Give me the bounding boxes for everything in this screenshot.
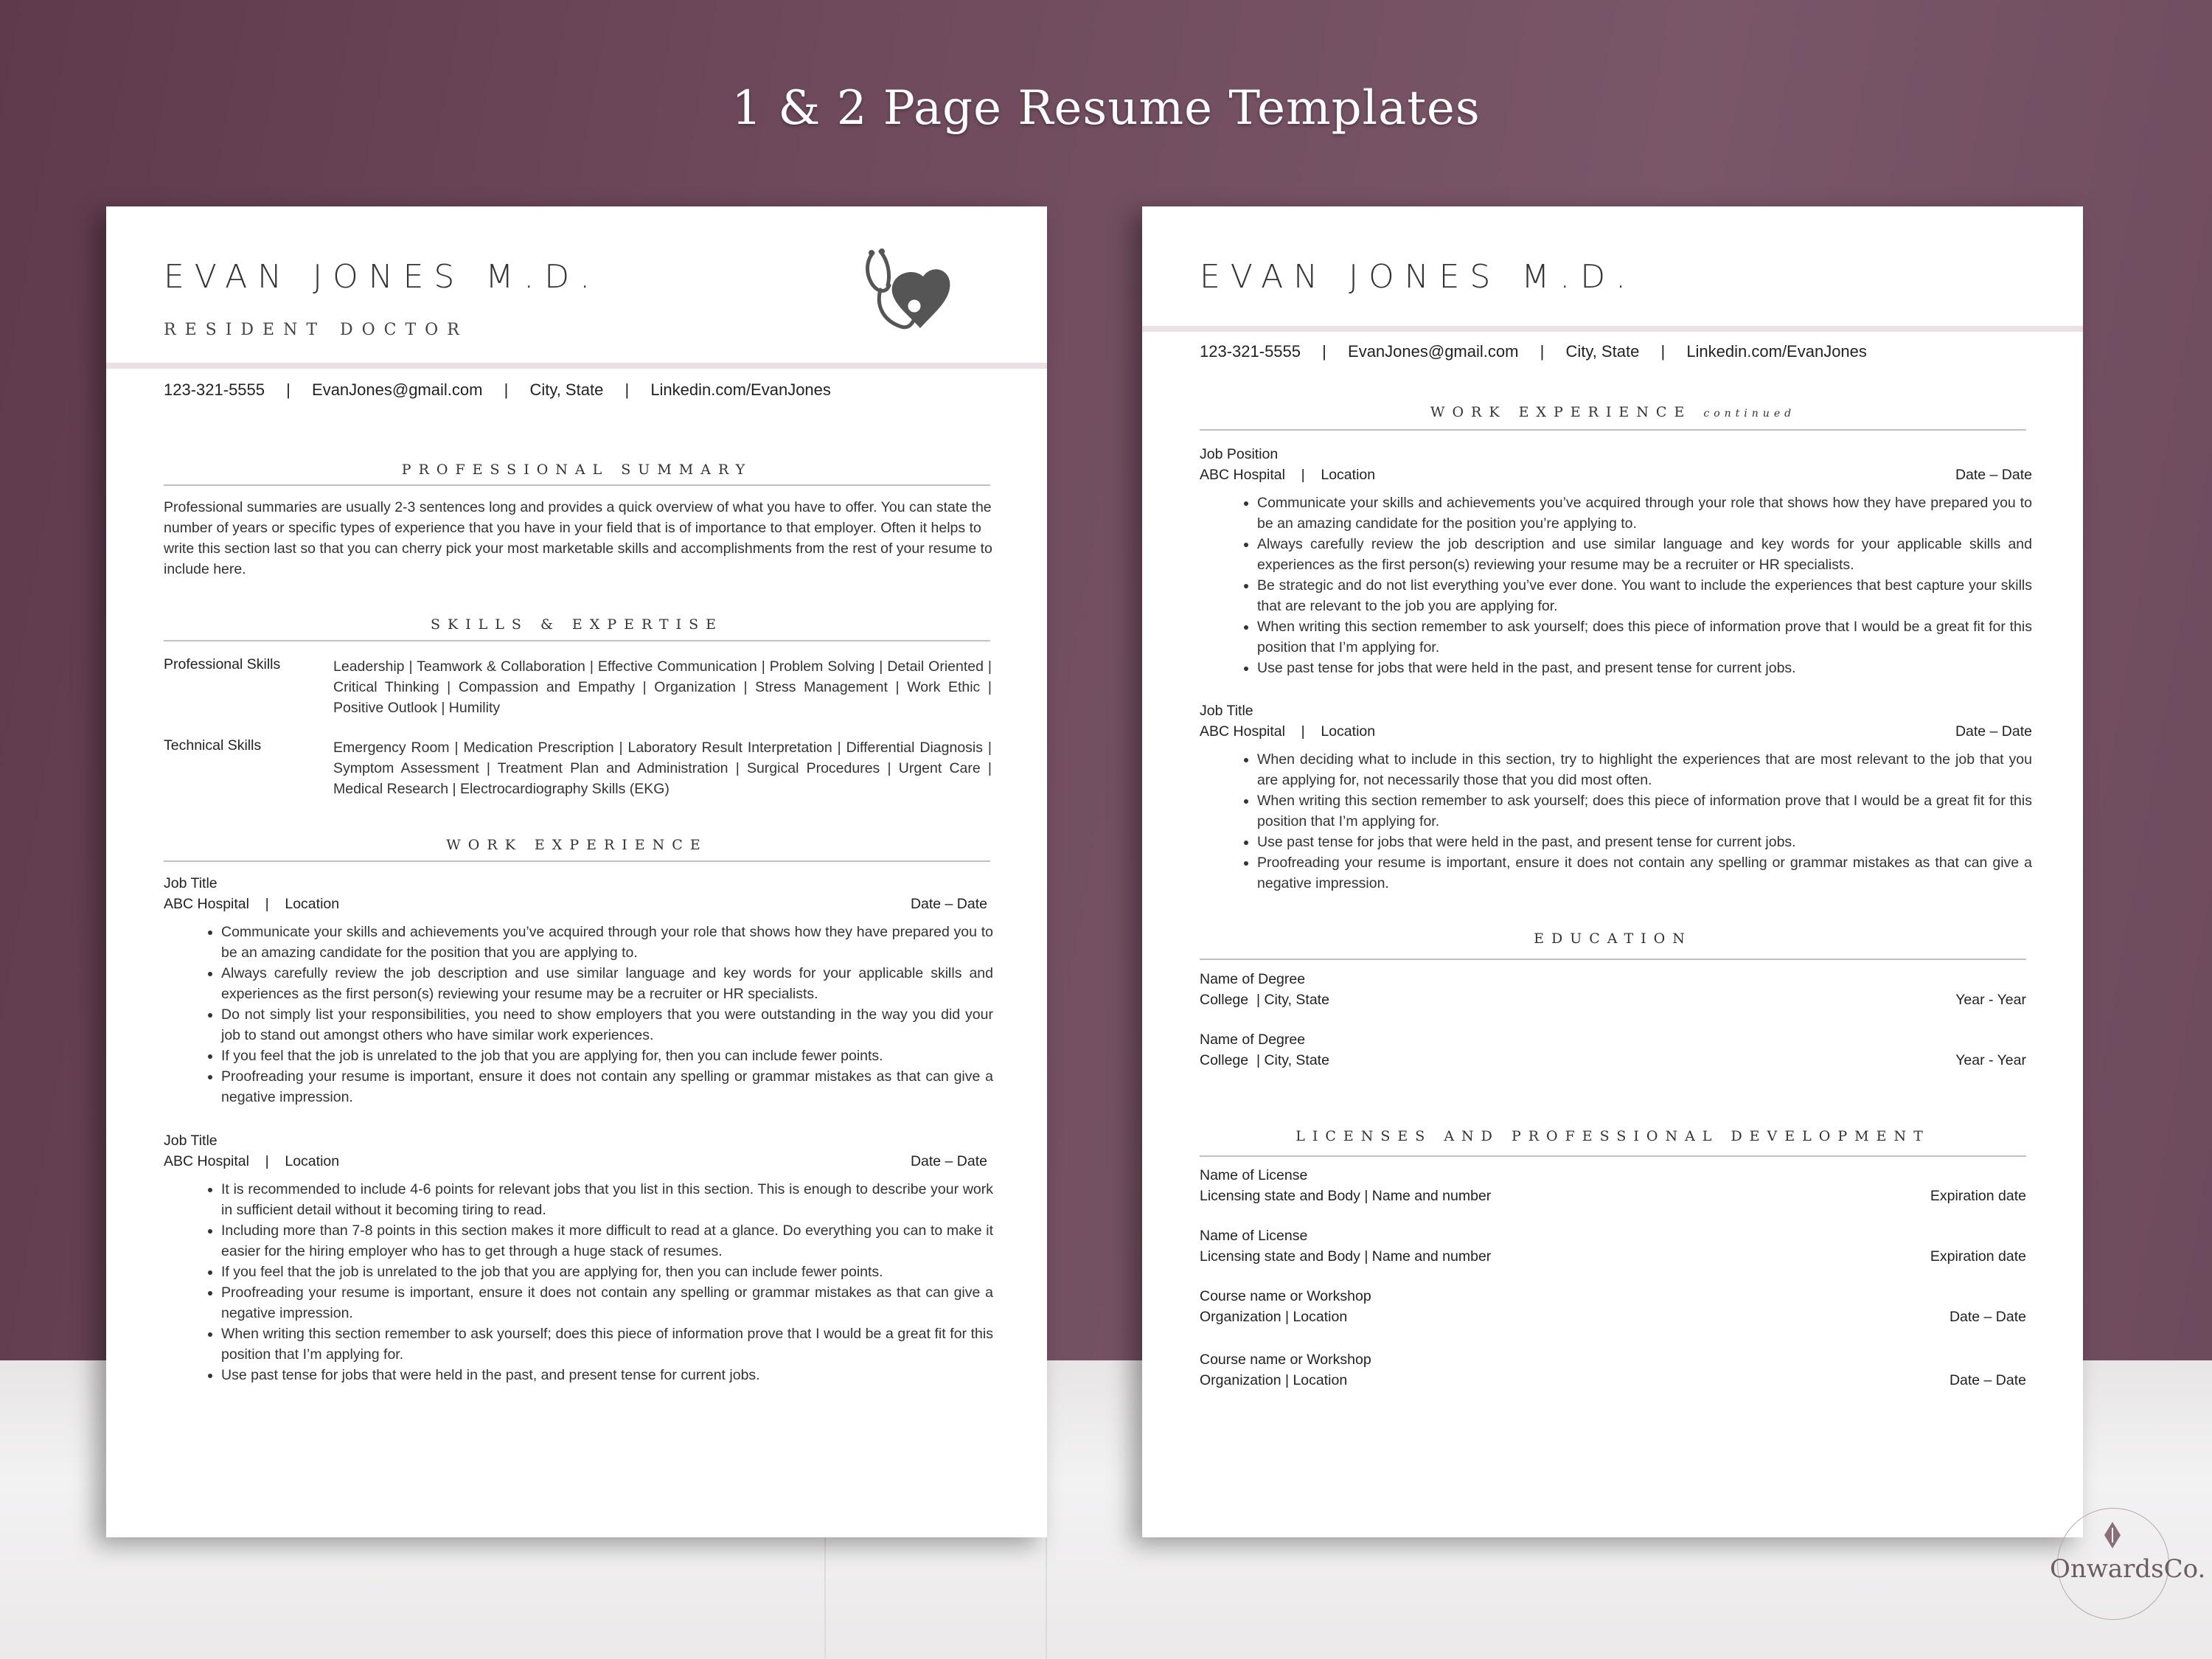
section-rule	[1200, 429, 2026, 431]
bullet-item: • Be strategic and do not list everything you’ve ever done. You want to include the experiences that best capture your skills that are relevant to the job you are applying for.	[1257, 575, 2032, 616]
degree-name: Name of Degree	[1200, 1032, 1306, 1048]
job-entry	[1200, 700, 2032, 894]
email-link[interactable]: EvanJones@gmail.com	[312, 380, 483, 399]
job-entry	[164, 873, 993, 1107]
college-location: College | City, State	[1200, 992, 1329, 1008]
license-detail: Licensing state and Body | Name and number	[1200, 1248, 1492, 1265]
course-entry	[1200, 1286, 2026, 1327]
bullet-item: • Communicate your skills and achievements you’ve acquired through your role that shows how they have prepared you to be an amazing candidate for the position you’re applying to.	[1257, 493, 2032, 534]
job-date: Date – Date	[910, 1153, 987, 1169]
job-title: Job Title	[1200, 703, 1253, 719]
bullet-item: • When writing this section remember to ask yourself; does this piece of information prove that I would be a great fit for this position that I’m applying for.	[221, 1324, 993, 1365]
location-text: City, State	[1565, 342, 1640, 361]
bullet-item: • If you feel that the job is unrelated to the job that you are applying for, then you can include fewer points.	[221, 1046, 993, 1066]
technical-skills-label: Technical Skills	[164, 737, 262, 754]
course-date: Date – Date	[1949, 1372, 2026, 1388]
work-title: WORK EXPERIENCE	[1430, 404, 1692, 420]
college-location: College | City, State	[1200, 1052, 1329, 1068]
bullet-item: • Proofreading your resume is important, ensure it does not contain any spelling or grammar mistakes as that can give a negative impression.	[221, 1066, 993, 1107]
section-rule	[164, 484, 990, 486]
resume-page-2	[1142, 206, 2083, 1537]
summary-text: Professional summaries are usually 2-3 sentences long and provides a quick overview of what you have to offer. You can state the number of years or specific types of experience that you have in your field that is of importance to that employer. Often it helps to write this section last so that you can cherry pick your most marketable skills and accomplishments from the rest of your resume to include here.	[164, 499, 992, 577]
header-rule	[106, 363, 1047, 369]
linkedin-link[interactable]: Linkedin.com/EvanJones	[1686, 342, 1867, 361]
bullet-item: • It is recommended to include 4-6 points for relevant jobs that you list in this section. This is enough to describe your work in sufficient detail without it becoming tiring to read.	[221, 1179, 993, 1220]
education-entry	[1200, 969, 2026, 1010]
location-text: City, State	[529, 380, 604, 399]
job-title: Job Title	[164, 1133, 218, 1149]
license-date: Expiration date	[1930, 1248, 2026, 1265]
course-detail: Organization | Location	[1200, 1372, 1348, 1388]
course-entry	[1200, 1349, 2026, 1391]
job-bullets	[164, 1179, 993, 1385]
brand-logo-text: OnwardsCo.	[2050, 1554, 2206, 1584]
bullet-item: • Including more than 7-8 points in this section makes it more difficult to read at a glance. Do everything you can to make it easier for the hiring employer who has to get through a huge stack of resumes.	[221, 1220, 993, 1262]
section-rule	[164, 860, 990, 862]
bullet-item: • When writing this section remember to ask yourself; does this piece of information prove that I would be a great fit for this position that I’m applying for.	[1257, 790, 2032, 832]
job-date: Date – Date	[910, 896, 987, 912]
section-rule	[164, 640, 990, 641]
pen-nib-icon	[2103, 1520, 2122, 1550]
license-name: Name of License	[1200, 1228, 1308, 1244]
phone-text: 123-321-5555	[164, 380, 265, 399]
linkedin-link[interactable]: Linkedin.com/EvanJones	[650, 380, 831, 399]
job-bullets	[1200, 749, 2032, 894]
job-org: ABC Hospital | Location	[1200, 723, 1376, 740]
education-dates: Year - Year	[1955, 1052, 2026, 1068]
license-date: Expiration date	[1930, 1188, 2026, 1204]
skills-title: SKILLS & EXPERTISE	[430, 616, 724, 633]
work-title: WORK EXPERIENCE	[446, 837, 708, 853]
job-entry	[1200, 444, 2032, 678]
bullet-item: • Proofreading your resume is important, ensure it does not contain any spelling or grammar mistakes as that can give a negative impression.	[1257, 852, 2032, 894]
bullet-item: • If you feel that the job is unrelated to the job that you are applying for, then you can include fewer points.	[221, 1262, 993, 1282]
course-name: Course name or Workshop	[1200, 1352, 1371, 1368]
job-entry	[164, 1130, 993, 1385]
course-detail: Organization | Location	[1200, 1309, 1348, 1325]
email-link[interactable]: EvanJones@gmail.com	[1348, 342, 1519, 361]
license-detail: Licensing state and Body | Name and number	[1200, 1188, 1492, 1204]
job-title: Job Title	[164, 875, 218, 891]
job-org: ABC Hospital | Location	[1200, 467, 1376, 483]
section-rule	[1200, 1155, 2026, 1157]
education-entry	[1200, 1029, 2026, 1071]
stethoscope-heart-icon	[858, 247, 954, 343]
job-bullets	[1200, 493, 2032, 678]
job-org: ABC Hospital | Location	[164, 896, 340, 912]
bullet-item: • Always carefully review the job description and use similar language and key words for your applicable skills and experiences as the first person(s) reviewing your resume may be a recruiter or HR specialists.	[221, 963, 993, 1004]
professional-skills-label: Professional Skills	[164, 656, 281, 672]
bullet-item: • When writing this section remember to ask yourself; does this piece of information prove that I would be a great fit for this position that I’m applying for.	[1257, 616, 2032, 658]
contact-line: 123-321-5555 | EvanJones@gmail.com | City, State | Linkedin.com/EvanJones	[164, 380, 831, 399]
course-date: Date – Date	[1949, 1309, 2026, 1325]
resume-page-1	[106, 206, 1047, 1537]
resume-name: EVAN JONES M.D.	[1200, 258, 1637, 296]
section-rule	[1200, 959, 2026, 960]
bullet-item: • When deciding what to include in this section, try to highlight the experiences that are most relevant to the job that you are applying for, not necessarily those that you did most often.	[1257, 749, 2032, 790]
job-date: Date – Date	[1955, 723, 2032, 740]
resume-name: EVAN JONES M.D.	[164, 258, 601, 296]
job-bullets	[164, 922, 993, 1107]
bullet-item: • Proofreading your resume is important, ensure it does not contain any spelling or grammar mistakes as that can give a negative impression.	[221, 1282, 993, 1324]
technical-skills-list: Emergency Room | Medication Prescription | Laboratory Result Interpretation | Differential Diagnosis | Symptom Assessment | Treatment Plan and Administration | Surgical Procedures | Urgent Care | Medical Research | Electrocardiography Skills (EKG)	[333, 740, 992, 797]
summary-title: PROFESSIONAL SUMMARY	[401, 462, 753, 478]
license-entry	[1200, 1225, 2026, 1267]
course-name: Course name or Workshop	[1200, 1288, 1371, 1304]
work-title-continued	[1200, 404, 2026, 420]
bullet-item: • Use past tense for jobs that were held in the past, and present tense for current jobs.	[1257, 832, 2032, 852]
bullet-item: • Always carefully review the job description and use similar language and key words for your applicable skills and experiences as the first person(s) reviewing your resume may be a recruiter or HR specialists.	[1257, 534, 2032, 575]
phone-text: 123-321-5555	[1200, 342, 1301, 361]
resume-subtitle: RESIDENT DOCTOR	[164, 321, 468, 339]
bullet-item: • Communicate your skills and achievements you’ve acquired through your role that shows how they have prepared you to be an amazing candidate for the position that you are applying to.	[221, 922, 993, 963]
bullet-item: • Use past tense for jobs that were held in the past, and present tense for current jobs.	[221, 1365, 993, 1385]
licenses-title: LICENSES AND PROFESSIONAL DEVELOPMENT	[1295, 1128, 1930, 1144]
license-name: Name of License	[1200, 1167, 1308, 1183]
bullet-item: • Do not simply list your responsibilities, you need to show employers that you were outstanding in the way you did your job to stand out amongst others who have similar work experiences.	[221, 1004, 993, 1046]
bullet-item: • Use past tense for jobs that were held in the past, and present tense for current jobs.	[1257, 658, 2032, 678]
degree-name: Name of Degree	[1200, 971, 1306, 987]
professional-skills-list: Leadership | Teamwork & Collaboration | Effective Communication | Problem Solving | Detail Oriented | Critical Thinking | Compassion and Empathy | Organization | Stress Management | Work Ethic | Positive Outlook | Humility	[333, 658, 992, 716]
header-rule	[1142, 326, 2083, 332]
contact-line: 123-321-5555 | EvanJones@gmail.com | City, State | Linkedin.com/EvanJones	[1200, 342, 1867, 361]
education-dates: Year - Year	[1955, 992, 2026, 1008]
continued-label: continued	[1703, 408, 1796, 420]
job-date: Date – Date	[1955, 467, 2032, 483]
education-title: EDUCATION	[1534, 931, 1692, 947]
banner-title: 1 & 2 Page Resume Templates	[731, 81, 1481, 136]
license-entry	[1200, 1165, 2026, 1206]
job-title: Job Position	[1200, 446, 1279, 462]
job-org: ABC Hospital | Location	[164, 1153, 340, 1169]
